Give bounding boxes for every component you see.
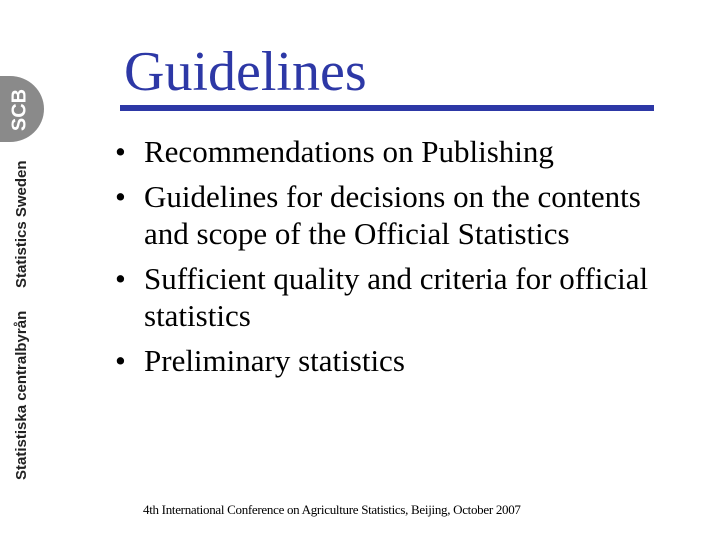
scb-logo [0, 76, 44, 142]
slide-title: Guidelines [124, 41, 367, 103]
bullet-text: Sufficient quality and criteria for official statistics [144, 261, 649, 333]
scb-logo-text: SCB [8, 88, 31, 132]
bullet-icon: • [115, 179, 126, 214]
bullet-text: Recommendations on Publishing [144, 134, 554, 169]
bullet-icon: • [115, 343, 126, 378]
bullet-item [112, 178, 672, 252]
footer-note: 4th International Conference on Agriculture Statistics, Beijing, October 2007 [143, 502, 521, 517]
brand-name-en: Statistics Sweden [13, 160, 30, 288]
bullet-text: Guidelines for decisions on the contents and scope of the Official Statistics [144, 179, 641, 251]
bullet-icon: • [115, 261, 126, 296]
bullet-list [112, 133, 672, 387]
title-underline [120, 105, 654, 111]
brand-names [13, 160, 56, 480]
bullet-item [112, 133, 672, 170]
bullet-item [112, 342, 672, 379]
bullet-icon: • [115, 134, 126, 169]
brand-name-sv: Statistiska centralbyrån [13, 310, 30, 480]
bullet-text: Preliminary statistics [144, 343, 405, 378]
bullet-item [112, 260, 672, 334]
